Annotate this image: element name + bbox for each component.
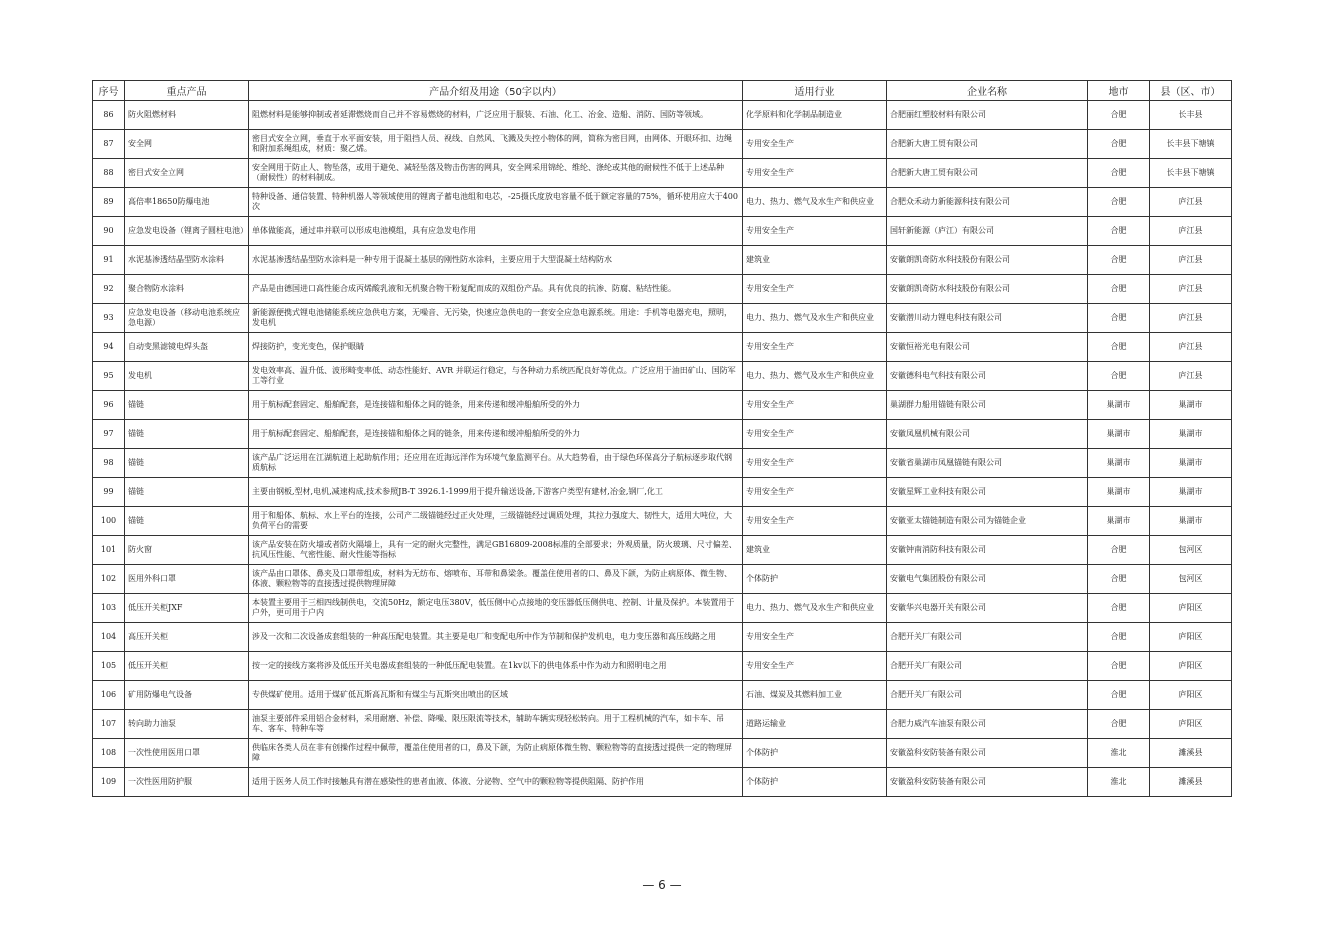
cell-product: 发电机 [125, 362, 249, 391]
cell-description: 水泥基渗透结晶型防水涂料是一种专用于混凝土基层的刚性防水涂料，主要应用于大型混凝土结构防水 [249, 246, 743, 275]
cell-product: 低压开关柜JXF [125, 594, 249, 623]
cell-description: 新能源便携式锂电池储能系统应急供电方案，无噪音、无污染，快速应急供电的一套安全应急电源系统。用途：手机等电器充电，照明，发电机 [249, 304, 743, 333]
cell-county: 濉溪县 [1150, 739, 1232, 768]
cell-product: 锚链 [125, 420, 249, 449]
table-row [93, 478, 1232, 507]
cell-seq: 99 [93, 478, 125, 507]
cell-industry: 专用安全生产 [743, 159, 887, 188]
cell-county: 庐阳区 [1150, 623, 1232, 652]
cell-industry: 专用安全生产 [743, 652, 887, 681]
cell-seq: 100 [93, 507, 125, 536]
cell-county: 巢湖市 [1150, 449, 1232, 478]
cell-company: 合肥开关厂有限公司 [887, 623, 1088, 652]
cell-industry: 专用安全生产 [743, 130, 887, 159]
cell-seq: 109 [93, 768, 125, 797]
product-table [92, 80, 1232, 797]
cell-industry: 个体防护 [743, 768, 887, 797]
cell-description: 安全网用于防止人、物坠落，或用于避免、减轻坠落及物击伤害的网具，安全网采用锦纶、维纶、涤纶或其他的耐候性不低于上述品种（耐候性）的材料制成。 [249, 159, 743, 188]
cell-seq: 96 [93, 391, 125, 420]
table-body [93, 101, 1232, 797]
cell-county: 包河区 [1150, 565, 1232, 594]
cell-county: 庐江县 [1150, 188, 1232, 217]
cell-description: 单体做能高，通过串并联可以形成电池模组，具有应急发电作用 [249, 217, 743, 246]
cell-industry: 石油、煤炭及其燃料加工业 [743, 681, 887, 710]
cell-product: 水泥基渗透结晶型防水涂料 [125, 246, 249, 275]
cell-county: 濉溪县 [1150, 768, 1232, 797]
cell-company: 合肥众禾动力新能源科技有限公司 [887, 188, 1088, 217]
cell-county: 庐江县 [1150, 362, 1232, 391]
table-header [93, 81, 1232, 101]
cell-company: 合肥新大唐工贸有限公司 [887, 130, 1088, 159]
cell-description: 该产品安装在防火墙或者防火隔墙上，具有一定的耐火完整性，满足GB16809-2008标准的全部要求；外观质量，防火玻璃、尺寸偏差、抗风压性能、气密性能、耐火性能等指标 [249, 536, 743, 565]
cell-description: 该产品由口罩体、鼻夹及口罩带组成，材料为无纺布、熔喷布、耳带和鼻梁条。覆盖住使用者的口、鼻及下颌，为防止病原体、微生物、体液、颗粒物等的直接透过提供物理屏障 [249, 565, 743, 594]
cell-description: 发电效率高、温升低、波形畸变率低、动态性能好、AVR 并联运行稳定，与各种动力系统匹配良好等优点。广泛应用于油田矿山、国防军工等行业 [249, 362, 743, 391]
header-company: 企业名称 [887, 81, 1088, 101]
cell-description: 用于航标配套固定、船舶配套，是连接锚和船体之间的链条，用来传递和缓冲船舶所受的外力 [249, 391, 743, 420]
table-row [93, 188, 1232, 217]
table-row [93, 304, 1232, 333]
cell-city: 合肥 [1088, 275, 1150, 304]
cell-description: 按一定的接线方案将涉及低压开关电器成套组装的一种低压配电装置。在1kv以下的供电体系中作为动力和照明电之用 [249, 652, 743, 681]
cell-company: 安徽恒裕光电有限公司 [887, 333, 1088, 362]
cell-industry: 专用安全生产 [743, 623, 887, 652]
cell-description: 适用于医务人员工作时接触具有潜在感染性的患者血液、体液、分泌物、空气中的颗粒物等提供阻隔、防护作用 [249, 768, 743, 797]
cell-seq: 107 [93, 710, 125, 739]
cell-county: 庐阳区 [1150, 710, 1232, 739]
cell-description: 涉及一次和二次设备成套组装的一种高压配电装置。其主要是电厂和变配电所中作为节制和保护发机电，电力变压器和高压线路之用 [249, 623, 743, 652]
cell-company: 合肥开关厂有限公司 [887, 681, 1088, 710]
cell-city: 合肥 [1088, 304, 1150, 333]
cell-product: 自动变黑滤镜电焊头盔 [125, 333, 249, 362]
cell-seq: 97 [93, 420, 125, 449]
cell-product: 应急发电设备（移动电池系统应急电源） [125, 304, 249, 333]
cell-company: 安徽钟南消防科技有限公司 [887, 536, 1088, 565]
cell-company: 安徽星辉工业科技有限公司 [887, 478, 1088, 507]
cell-county: 巢湖市 [1150, 420, 1232, 449]
cell-seq: 102 [93, 565, 125, 594]
cell-seq: 93 [93, 304, 125, 333]
table-row [93, 710, 1232, 739]
cell-county: 长丰县下塘镇 [1150, 159, 1232, 188]
cell-seq: 108 [93, 739, 125, 768]
cell-company: 安徽朗凯奇防水科技股份有限公司 [887, 275, 1088, 304]
cell-city: 合肥 [1088, 652, 1150, 681]
cell-city: 合肥 [1088, 159, 1150, 188]
cell-company: 安徽德科电气科技有限公司 [887, 362, 1088, 391]
cell-company: 安徽省巢湖市凤凰锚链有限公司 [887, 449, 1088, 478]
cell-city: 巢湖市 [1088, 449, 1150, 478]
cell-seq: 86 [93, 101, 125, 130]
cell-city: 巢湖市 [1088, 478, 1150, 507]
cell-industry: 电力、热力、燃气及水生产和供应业 [743, 594, 887, 623]
cell-description: 该产品广泛运用在江湖航道上起助航作用；还应用在近海远洋作为环境气象监测平台。从大趋势看，由于绿色环保高分子航标逐步取代钢质航标 [249, 449, 743, 478]
cell-city: 巢湖市 [1088, 391, 1150, 420]
cell-company: 安徽朗凯奇防水科技股份有限公司 [887, 246, 1088, 275]
table-row [93, 536, 1232, 565]
cell-city: 巢湖市 [1088, 507, 1150, 536]
cell-industry: 建筑业 [743, 246, 887, 275]
cell-seq: 88 [93, 159, 125, 188]
cell-description: 供临床各类人员在非有创操作过程中佩带，覆盖住使用者的口，鼻及下颌，为防止病原体微生物、颗粒物等的直接透过提供一定的物理屏障 [249, 739, 743, 768]
cell-description: 本装置主要用于三相四线制供电，交流50Hz，额定电压380V，低压侧中心点接地的变压器低压侧供电、控制、计量及保护。本装置用于户外，更可用于户内 [249, 594, 743, 623]
cell-county: 庐江县 [1150, 217, 1232, 246]
cell-product: 锚链 [125, 391, 249, 420]
table-row [93, 159, 1232, 188]
cell-description: 阻燃材料是能够抑制或者延滞燃烧而自己并不容易燃烧的材料，广泛应用于服装、石油、化工、冶金、造船、消防、国防等领域。 [249, 101, 743, 130]
cell-product: 高压开关柜 [125, 623, 249, 652]
cell-product: 聚合物防水涂料 [125, 275, 249, 304]
cell-company: 安徽电气集团股份有限公司 [887, 565, 1088, 594]
cell-product: 密目式安全立网 [125, 159, 249, 188]
cell-seq: 106 [93, 681, 125, 710]
cell-seq: 94 [93, 333, 125, 362]
cell-product: 防火阻燃材料 [125, 101, 249, 130]
table-row [93, 362, 1232, 391]
cell-product: 锚链 [125, 449, 249, 478]
cell-seq: 92 [93, 275, 125, 304]
cell-county: 庐阳区 [1150, 652, 1232, 681]
cell-seq: 98 [93, 449, 125, 478]
cell-company: 巢湖群力船用锚链有限公司 [887, 391, 1088, 420]
cell-product: 低压开关柜 [125, 652, 249, 681]
cell-product: 转向助力油泵 [125, 710, 249, 739]
cell-description: 产品是由德国进口高性能合成丙烯酸乳液和无机聚合物干粉复配而成的双组份产品。具有优良的抗渗、防腐、粘结性能。 [249, 275, 743, 304]
cell-product: 锚链 [125, 478, 249, 507]
cell-city: 合肥 [1088, 246, 1150, 275]
cell-product: 锚链 [125, 507, 249, 536]
cell-product: 防火窗 [125, 536, 249, 565]
cell-product: 安全网 [125, 130, 249, 159]
cell-description: 油泵主要部件采用铝合金材料，采用耐磨、补偿、降噪、限压限流等技术，辅助车辆实现轻松转向。用于工程机械的汽车，如卡车、吊车、客车、特种车等 [249, 710, 743, 739]
cell-industry: 专用安全生产 [743, 333, 887, 362]
cell-city: 淮北 [1088, 768, 1150, 797]
cell-description: 专供煤矿使用。适用于煤矿低瓦斯高瓦斯和有煤尘与瓦斯突出喷出的区域 [249, 681, 743, 710]
cell-city: 合肥 [1088, 130, 1150, 159]
cell-seq: 104 [93, 623, 125, 652]
cell-company: 合肥力威汽车油泵有限公司 [887, 710, 1088, 739]
cell-industry: 专用安全生产 [743, 420, 887, 449]
cell-product: 一次性医用防护服 [125, 768, 249, 797]
table-row [93, 739, 1232, 768]
cell-company: 安徽华兴电器开关有限公司 [887, 594, 1088, 623]
cell-description: 主要由钢板,型材,电机,减速构成,技术参照JB-T 3926.1-1999用于提升输送设备,下游客户类型有建材,冶金,钢厂,化工 [249, 478, 743, 507]
table-row [93, 768, 1232, 797]
cell-industry: 建筑业 [743, 536, 887, 565]
cell-industry: 专用安全生产 [743, 478, 887, 507]
cell-company: 安徽亚太锚链制造有限公司为锚链企业 [887, 507, 1088, 536]
cell-company: 国轩新能源（庐江）有限公司 [887, 217, 1088, 246]
cell-description: 用于航标配套固定、船舶配套，是连接锚和船体之间的链条，用来传递和缓冲船舶所受的外力 [249, 420, 743, 449]
cell-seq: 89 [93, 188, 125, 217]
table-row [93, 565, 1232, 594]
cell-county: 巢湖市 [1150, 391, 1232, 420]
cell-county: 巢湖市 [1150, 507, 1232, 536]
header-seq: 序号 [93, 81, 125, 101]
table-row [93, 275, 1232, 304]
cell-industry: 电力、热力、燃气及水生产和供应业 [743, 304, 887, 333]
cell-seq: 95 [93, 362, 125, 391]
cell-seq: 101 [93, 536, 125, 565]
cell-industry: 电力、热力、燃气及水生产和供应业 [743, 362, 887, 391]
cell-county: 庐江县 [1150, 333, 1232, 362]
cell-company: 合肥新大唐工贸有限公司 [887, 159, 1088, 188]
table-row [93, 652, 1232, 681]
cell-company: 合肥开关厂有限公司 [887, 652, 1088, 681]
cell-city: 合肥 [1088, 333, 1150, 362]
table-row [93, 391, 1232, 420]
cell-industry: 个体防护 [743, 739, 887, 768]
cell-seq: 105 [93, 652, 125, 681]
cell-company: 安徽盈科安防装备有限公司 [887, 739, 1088, 768]
header-row [93, 81, 1232, 101]
page-number: — 6 — [642, 878, 682, 892]
cell-industry: 化学原料和化学制品制造业 [743, 101, 887, 130]
cell-industry: 电力、热力、燃气及水生产和供应业 [743, 188, 887, 217]
cell-seq: 87 [93, 130, 125, 159]
cell-county: 长丰县 [1150, 101, 1232, 130]
cell-product: 矿用防爆电气设备 [125, 681, 249, 710]
table-row [93, 130, 1232, 159]
cell-city: 巢湖市 [1088, 420, 1150, 449]
cell-company: 安徽盈科安防装备有限公司 [887, 768, 1088, 797]
header-description: 产品介绍及用途（50字以内） [249, 81, 743, 101]
header-product: 重点产品 [125, 81, 249, 101]
cell-product: 应急发电设备（锂离子圆柱电池） [125, 217, 249, 246]
cell-industry: 专用安全生产 [743, 449, 887, 478]
cell-county: 庐阳区 [1150, 681, 1232, 710]
cell-company: 安徽潜川动力锂电科技有限公司 [887, 304, 1088, 333]
table-row [93, 449, 1232, 478]
cell-industry: 专用安全生产 [743, 507, 887, 536]
cell-product: 高倍率18650防爆电池 [125, 188, 249, 217]
header-city: 地市 [1088, 81, 1150, 101]
cell-county: 庐江县 [1150, 304, 1232, 333]
cell-city: 合肥 [1088, 594, 1150, 623]
table-row [93, 101, 1232, 130]
cell-county: 庐阳区 [1150, 594, 1232, 623]
cell-product: 一次性使用医用口罩 [125, 739, 249, 768]
cell-city: 合肥 [1088, 101, 1150, 130]
cell-product: 医用外科口罩 [125, 565, 249, 594]
cell-county: 长丰县下塘镇 [1150, 130, 1232, 159]
table-row [93, 217, 1232, 246]
table-row [93, 507, 1232, 536]
table-row [93, 594, 1232, 623]
cell-city: 合肥 [1088, 710, 1150, 739]
header-county: 县（区、市） [1150, 81, 1232, 101]
table-row [93, 420, 1232, 449]
cell-industry: 专用安全生产 [743, 217, 887, 246]
cell-city: 合肥 [1088, 536, 1150, 565]
cell-company: 安徽凤凰机械有限公司 [887, 420, 1088, 449]
table-row [93, 246, 1232, 275]
cell-description: 密目式安全立网，垂直于水平面安装，用于阻挡人员、视线、自然风、飞溅及失控小物体的网，简称为密目网，由网体、开眼环扣、边绳和附加系绳组成，材质：聚乙烯。 [249, 130, 743, 159]
cell-city: 合肥 [1088, 217, 1150, 246]
cell-city: 淮北 [1088, 739, 1150, 768]
cell-industry: 专用安全生产 [743, 275, 887, 304]
cell-city: 合肥 [1088, 188, 1150, 217]
cell-description: 用于和船体、航标、水上平台的连接，公司产二级锚链经过正火处理，三级锚链经过调质处理，其拉力强度大、韧性大，适用大吨位，大负荷平台的需要 [249, 507, 743, 536]
table-row [93, 681, 1232, 710]
cell-county: 庐江县 [1150, 275, 1232, 304]
cell-industry: 道路运输业 [743, 710, 887, 739]
cell-seq: 90 [93, 217, 125, 246]
cell-county: 巢湖市 [1150, 478, 1232, 507]
cell-industry: 专用安全生产 [743, 391, 887, 420]
cell-industry: 个体防护 [743, 565, 887, 594]
cell-seq: 103 [93, 594, 125, 623]
cell-city: 合肥 [1088, 623, 1150, 652]
cell-county: 庐江县 [1150, 246, 1232, 275]
cell-city: 合肥 [1088, 362, 1150, 391]
cell-county: 包河区 [1150, 536, 1232, 565]
cell-description: 特种设备、通信装置、特种机器人等领域使用的锂离子蓄电池组和电芯，-25摄氏度放电容量不低于额定容量的75%，循环使用应大于400次 [249, 188, 743, 217]
cell-company: 合肥丽红塑胶材料有限公司 [887, 101, 1088, 130]
cell-city: 合肥 [1088, 565, 1150, 594]
cell-description: 焊接防护，变光变色，保护眼睛 [249, 333, 743, 362]
cell-city: 合肥 [1088, 681, 1150, 710]
header-industry: 适用行业 [743, 81, 887, 101]
cell-seq: 91 [93, 246, 125, 275]
table-row [93, 623, 1232, 652]
table-row [93, 333, 1232, 362]
